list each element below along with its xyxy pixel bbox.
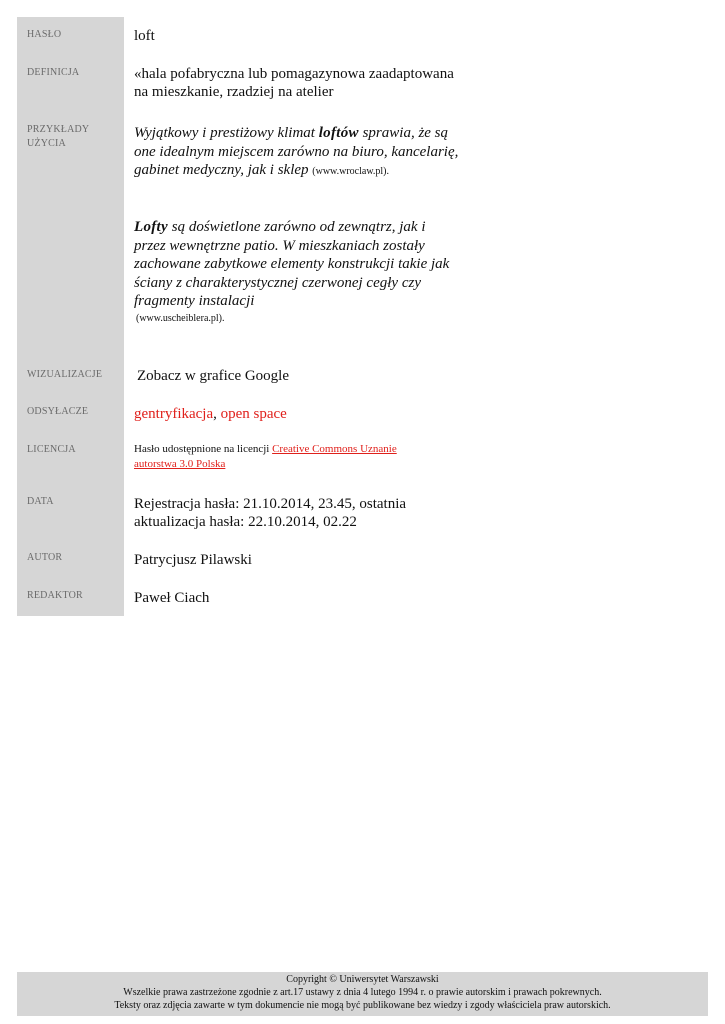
label-redaktor: REDAKTOR: [27, 590, 83, 601]
usage-example-1-source: (www.wroclaw.pl).: [312, 166, 390, 177]
usage-example-1-post: sprawia, że są one idealnym miejscem zarówno na biuro, kancelarię, gabinet medyczny, jak i sklep: [134, 125, 459, 178]
label-autor: AUTOR: [27, 552, 63, 563]
entry-author: Patrycjusz Pilawski: [134, 552, 252, 568]
label-przyklady: [27, 123, 89, 151]
copyright-footer: [17, 972, 708, 1016]
usage-example-1: [134, 124, 469, 182]
usage-example-1-pre: Wyjątkowy i prestiżowy klimat: [134, 125, 319, 141]
footer-notice: Teksty oraz zdjęcia zawarte w tym dokumencie nie mogą być publikowane bez wiedzy i zgody właściciela praw autorskich.: [114, 1000, 611, 1011]
usage-example-2-keyword: Lofty: [134, 219, 168, 235]
label-column: [17, 17, 124, 616]
entry-headword: loft: [134, 28, 155, 44]
google-images-link[interactable]: Zobacz w grafice Google: [137, 368, 290, 384]
crossref-open-space-link[interactable]: open space: [220, 406, 287, 422]
label-haslo: HASŁO: [27, 29, 62, 40]
usage-example-2-text: są doświetlone zarówno od zewnątrz, jak i przez wewnętrzne patio. W mieszkaniach zostały zachowane zabytkowe elementy konstrukcji takie jak ściany z charakterystycznej czerwonej cegły czy fragmenty instalacji: [134, 219, 450, 309]
label-przyklady-line2: UŻYCIA: [27, 138, 66, 149]
license-text: [134, 442, 434, 472]
label-data: DATA: [27, 496, 54, 507]
footer-rights: Wszelkie prawa zastrzeżone zgodnie z art.17 ustawy z dnia 4 lutego 1994 r. o prawie autorskim i prawach pokrewnych.: [123, 987, 602, 998]
usage-example-2: [134, 218, 454, 311]
usage-example-1-keyword: loftów: [318, 125, 359, 141]
usage-example-2-source: (www.uscheiblera.pl).: [136, 313, 225, 324]
license-prefix: Hasło udostępnione na licencji: [134, 443, 273, 455]
label-odsylacze: ODSYŁACZE: [27, 406, 89, 417]
label-licencja: LICENCJA: [27, 444, 76, 455]
entry-editor: Paweł Ciach: [134, 590, 210, 606]
label-definicja: DEFINICJA: [27, 67, 80, 78]
footer-copyright: Copyright © Uniwersytet Warszawski: [286, 974, 439, 985]
license-cc-link[interactable]: Creative Commons Uznanie autorstwa 3.0 Polska: [134, 443, 397, 470]
crossref-gentryfikacja-link[interactable]: gentryfikacja: [134, 406, 214, 422]
label-wizualizacje: WIZUALIZACJE: [27, 369, 103, 380]
crossref-separator: ,: [213, 406, 221, 422]
entry-dates: Rejestracja hasła: 21.10.2014, 23.45, ostatnia aktualizacja hasła: 22.10.2014, 02.22: [134, 496, 407, 530]
cross-references: [134, 405, 469, 423]
entry-definition: «hala pofabryczna lub pomagazynowa zaadaptowana na mieszkanie, rzadziej na atelier: [134, 66, 454, 100]
label-przyklady-line1: PRZYKŁADY: [27, 124, 90, 135]
